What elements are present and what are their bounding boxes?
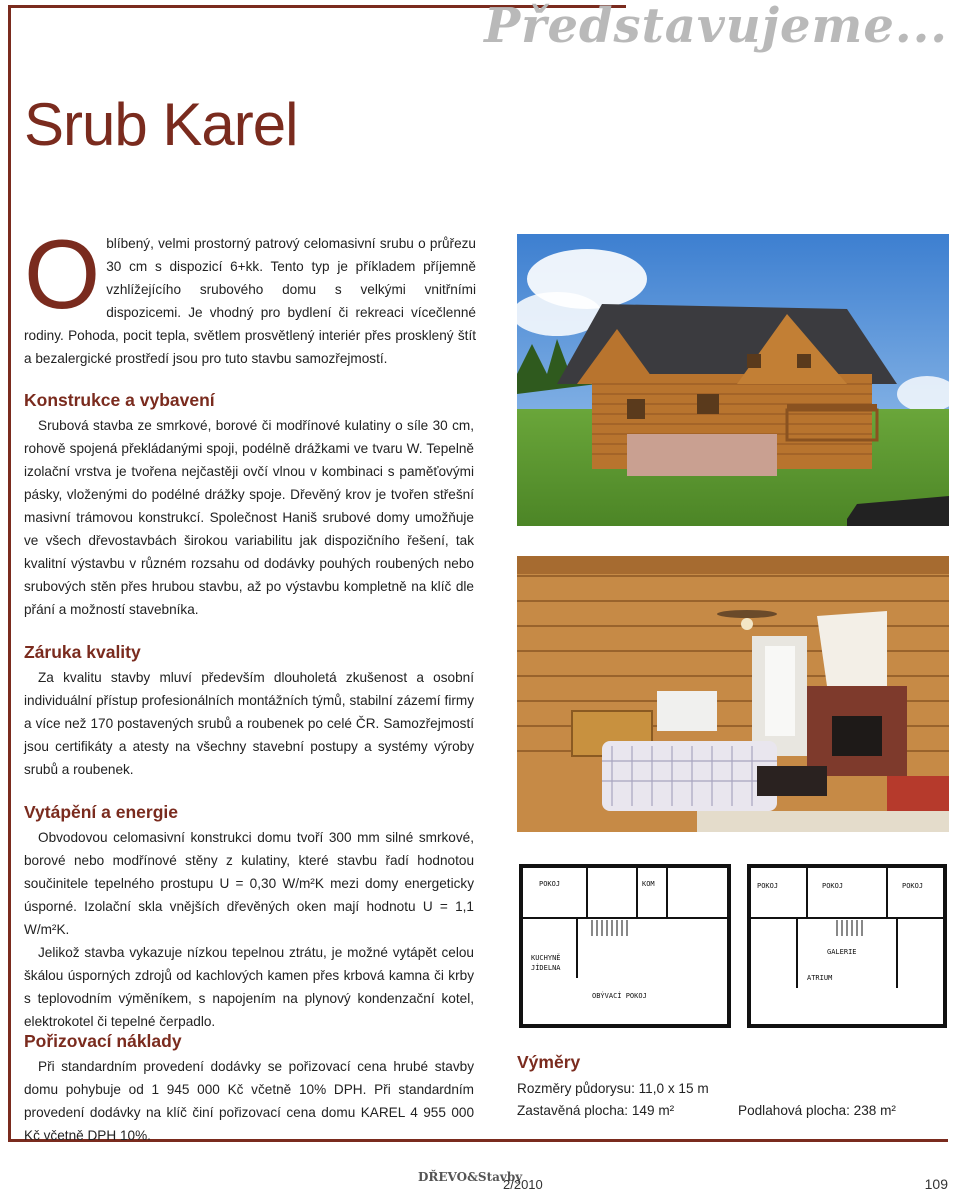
interior-photo: [517, 556, 949, 832]
floor-area: Podlahová plocha: 238 m²: [738, 1103, 896, 1118]
room-label: OBÝVACÍ POKOJ: [592, 992, 647, 1000]
dimensions-box: [517, 1052, 949, 1122]
section-heading: Konstrukce a vybavení: [24, 390, 215, 410]
room-label: ATRIUM: [807, 974, 833, 982]
section-text: Obvodovou celomasivní konstrukci domu tvoří 300 mm silné smrkové, borové nebo modřínové stěny z kulatiny, které stavbu řadí hodnotou součinitele tepelného prostupu U = 0,30 W/m²K mezi domy energeticky úsporné. Izolační skla vnějších dřevěných oken mají hodnotu U = 1,1 W/m²K.: [24, 830, 474, 937]
section-heading: Vytápění a energie: [24, 802, 178, 822]
intro-text: blíbený, velmi prostorný patrový celomasivní srubu o průřezu 30 cm s dispozicí 6+kk. Tento typ je příkladem příjemně vzhlížejícího srubového domu s velkými vnitřními dispozicemi. Je vhodný pro bydlení či rekreaci vícečlenné rodiny. Pohoda, pocit tepla, světlem prosvětlený interiér přes prosklený štít a bezalergické prostředí jsou pro tuto stavbu samozřejmostí.: [24, 236, 476, 366]
section-heading: Pořizovací náklady: [24, 1031, 182, 1051]
room-label: POKOJ: [539, 880, 561, 888]
built-area: Zastavěná plocha: 149 m²: [517, 1103, 675, 1118]
room-label: KOM: [642, 880, 655, 888]
dropcap: O: [24, 219, 101, 329]
section-text: Srubová stavba ze smrkové, borové či modřínové kulatiny o síle 30 cm, rohově spojená překládanými spoji, podélně drážkami ve tvaru W. Tepelně izolační vrstva je tvořena nejčastěji ovčí vlnou v kombinaci s paměťovými pásky, vloženými do podélné drážky spoje. Dřevěný krov je tvořen střešní masivní trámovou konstrukcí. Společnost Haniš srubové domy umožňuje ve všech dřevostavbách širokou variabilitu jak dispozičního řešení, tak kvalitní výstavbu v různém rozsahu od dodávky pouhých roubených nebo srubových stěn přes hrubou stavbu, až po výstavbu kompletně na klíč dle přání a možností stavebníka.: [24, 418, 474, 617]
intro-paragraph: [24, 219, 476, 370]
section-text: Za kvalitu stavby mluví především dlouholetá zkušenost a osobní individuální přístup profesionálních montážních týmů, stabilní zázemí firmy a více než 170 postavených srubů a roubenek po celé ČR. Samozřejmostí jsou certifikáty a atesty na všechny stavební postupy a systémy výroby srubů a roubenek.: [24, 670, 474, 777]
exterior-photo: [517, 234, 949, 526]
magazine-logo: DŘEVO&Stavby: [418, 1170, 523, 1184]
dimensions-heading: Výměry: [517, 1052, 581, 1072]
section-text: Při standardním provedení dodávky se pořizovací cena hrubé stavby domu pohybuje od 1 945 000 Kč včetně 10% DPH. Při standardním provedení dodávky na klíč činí pořizovací cena domu KAREL 4 955 000 Kč včetně DPH 10%.: [24, 1059, 474, 1143]
room-label: KUCHYNĚ: [531, 954, 561, 962]
room-label: POKOJ: [902, 882, 924, 890]
floor-plans: [517, 858, 949, 1036]
section-costs: [24, 1031, 474, 1147]
section-quality: [24, 642, 474, 781]
page-number: 109: [924, 1176, 948, 1192]
section-heating: [24, 802, 474, 1033]
room-label: POKOJ: [757, 882, 779, 890]
section-construction: [24, 390, 474, 621]
room-label: POKOJ: [822, 882, 844, 890]
footprint-size: Rozměry půdorysu: 11,0 x 15 m: [517, 1081, 709, 1096]
frame-left-rule: [8, 5, 11, 1142]
area-row: [517, 1100, 949, 1122]
room-label: JÍDELNA: [531, 964, 561, 972]
room-label: GALERIE: [827, 948, 857, 956]
section-heading: Záruka kvality: [24, 642, 141, 662]
section-text: Jelikož stavba vykazuje nízkou tepelnou ztrátu, je možné vytápět celou škálou úsporných zdrojů od kachlových kamen přes krbová kamna či krby s teplovodním výměníkem, s napojením na plynový kondenzační kotel, elektrokotel či tepelné čerpadlo.: [24, 945, 474, 1029]
section-kicker: Představujeme...: [484, 0, 948, 54]
issue-number: 2/2010: [503, 1177, 543, 1192]
article-title: Srub Karel: [24, 91, 298, 158]
